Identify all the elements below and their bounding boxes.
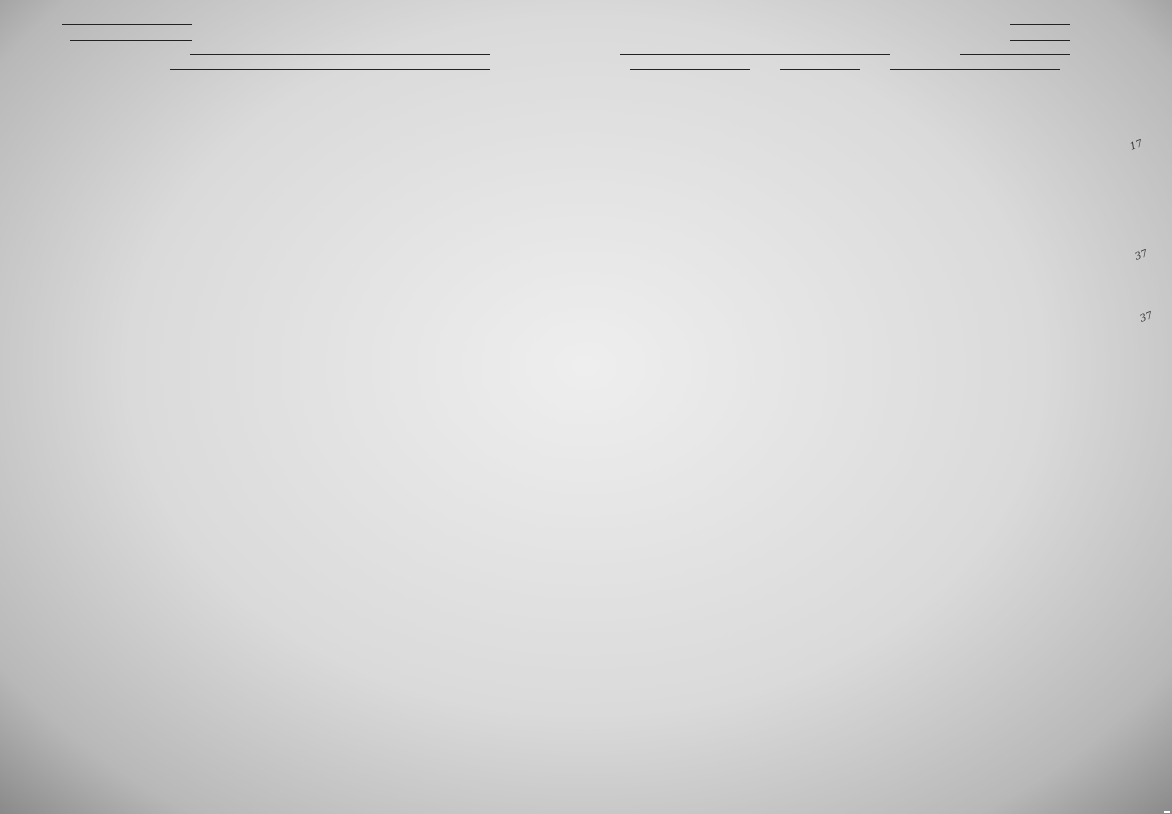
census-sheet: 17 37 37	[0, 0, 1172, 814]
copyright-notice	[1164, 811, 1170, 813]
